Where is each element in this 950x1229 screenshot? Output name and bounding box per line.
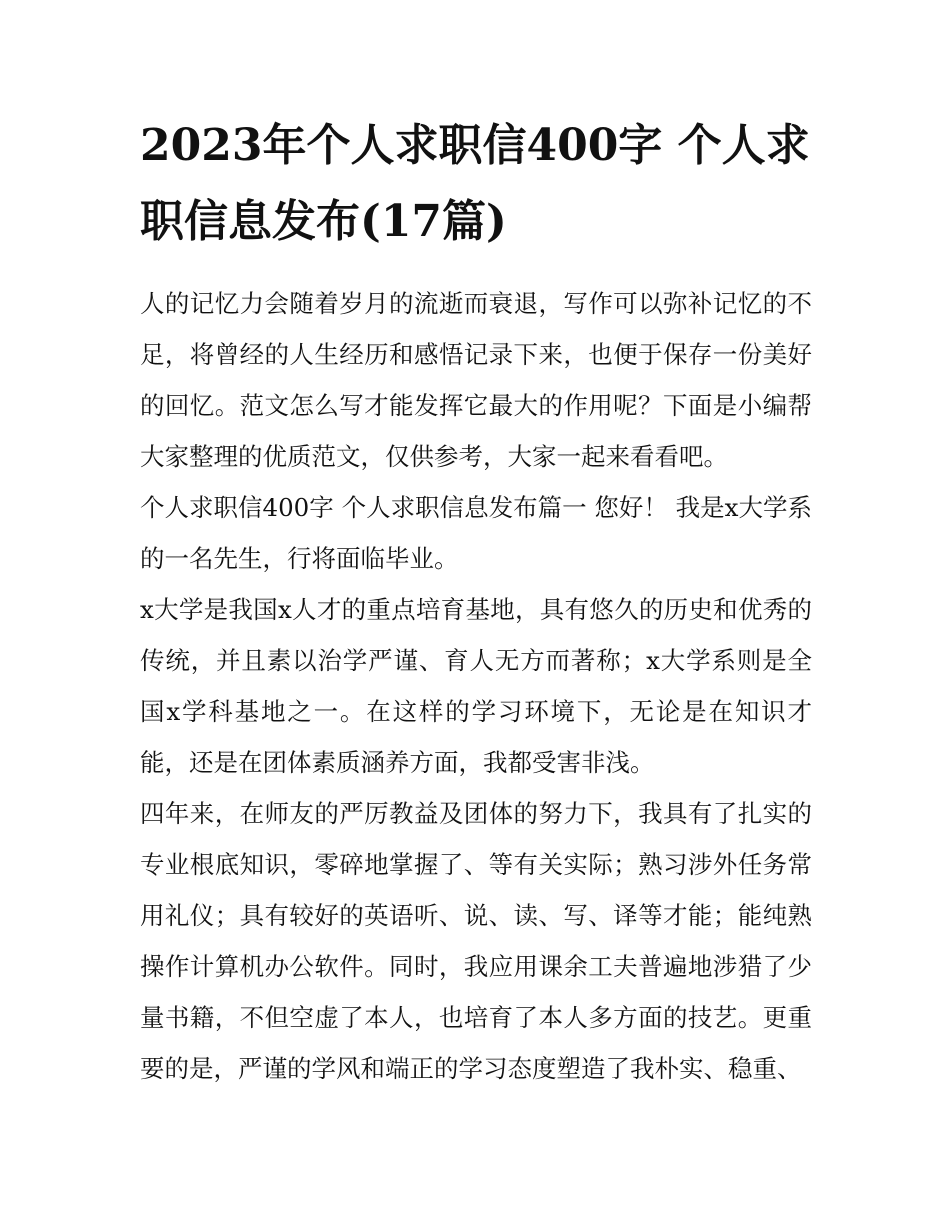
letter-opening-paragraph: 个人求职信400字 个人求职信息发布篇一 您好！ 我是x大学系的一名先生，行将面临毕业。 <box>140 493 812 573</box>
intro-paragraph: 人的记忆力会随着岁月的流逝而衰退，写作可以弥补记忆的不足，将曾经的人生经历和感悟记录下来，也便于保存一份美好的回忆。范文怎么写才能发挥它最大的作用呢？下面是小编帮大家整理的优质范文，仅供参考，大家一起来看看吧。 <box>140 289 812 471</box>
skills-paragraph: 四年来，在师友的严厉教益及团体的努力下，我具有了扎实的专业根底知识，零碎地掌握了、等有关实际；熟习涉外任务常用礼仪；具有较好的英语听、说、读、写、译等才能；能纯熟操作计算机办公软件。同时，我应用课余工夫普遍地涉猎了少量书籍，不但空虚了本人，也培育了本人多方面的技艺。更重要的是，严谨的学风和端正的学习态度塑造了我朴实、稳重、 <box>140 799 812 1083</box>
university-paragraph: x大学是我国x人才的重点培育基地，具有悠久的历史和优秀的传统，并且素以治学严谨、育人无方而著称；x大学系则是全国x学科基地之一。在这样的学习环境下，无论是在知识才能，还是在团体素质涵养方面，我都受害非浅。 <box>140 595 812 777</box>
document-body <box>140 108 812 1094</box>
document-title: 2023年个人求职信400字 个人求职信息发布(17篇) <box>140 120 810 247</box>
